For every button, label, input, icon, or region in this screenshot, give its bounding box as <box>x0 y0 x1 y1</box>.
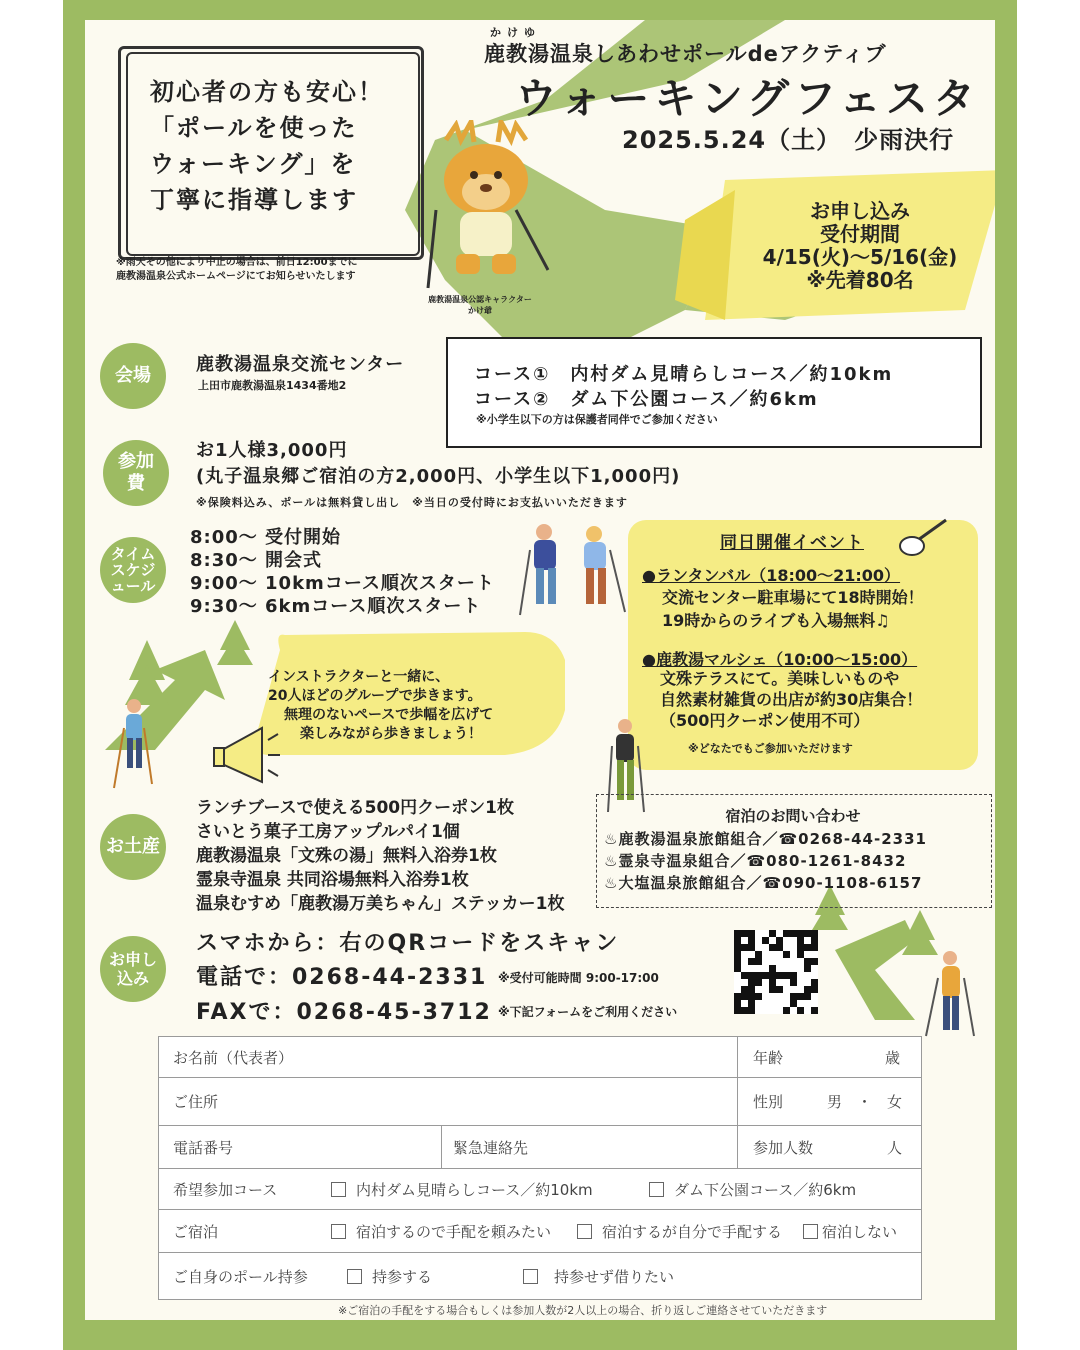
form-pole-option-1-label: 持参する <box>372 1267 433 1286</box>
events-note: ※どなたでもご参加いただけます <box>688 742 853 755</box>
event1-details <box>662 586 924 632</box>
event1-title: ●ランタンバル（18:00～21:00） <box>642 566 901 585</box>
course-1: コース① 内村ダム見晴らしコース／約10km <box>474 364 894 385</box>
application-period-dates: 4/15(火)～5/16(金) <box>762 245 958 269</box>
form-stay-option-1-label: 宿泊するので手配を頼みたい <box>356 1222 552 1241</box>
schedule-item: 9:00～ 10kmコース順次スタート <box>190 573 495 594</box>
venue-label: 会場 <box>115 365 151 387</box>
form-stay-option-2-label: 宿泊するが自分で手配する <box>602 1222 783 1241</box>
instructor-line: 20人ほどのグループで歩きます。 <box>268 688 482 704</box>
checkbox-icon[interactable] <box>649 1182 664 1197</box>
fee-label-line: 費 <box>127 473 145 494</box>
apply-label-line: 込み <box>116 969 149 988</box>
walker-right-icon <box>920 950 980 1040</box>
form-course-option-1[interactable] <box>331 1169 593 1209</box>
events-title: 同日開催イベント <box>720 533 864 553</box>
checkbox-icon[interactable] <box>331 1224 346 1239</box>
lodging-list <box>604 828 927 894</box>
apply-phone-note: ※受付可能時間 9:00-17:00 <box>498 971 659 985</box>
form-course-option-1-label: 内村ダム見晴らしコース／約10km <box>356 1180 593 1199</box>
venue-name: 鹿教湯温泉交流センター <box>196 354 405 375</box>
form-row-course <box>159 1169 921 1210</box>
checkbox-icon[interactable] <box>803 1224 818 1239</box>
event2-title: ●鹿教湯マルシェ（10:00～15:00） <box>642 650 918 669</box>
event2-line: 文殊テラスにて。美味しいものや <box>660 669 900 688</box>
application-period-line: 受付期間 <box>820 222 900 246</box>
lodging-item: ♨大塩温泉旅館組合／☎090-1108-6157 <box>604 874 923 892</box>
event1-line: 交流センター駐車場にて18時開始！ <box>662 588 924 607</box>
lodging-item: ♨霊泉寺温泉組合／☎080-1261-8432 <box>604 852 907 870</box>
mascot-caption-name: かけ爺 <box>468 306 492 315</box>
fee-note: ※保険料込み、ポールは無料貸し出し ※当日の受付時にお支払いいただきます <box>196 496 628 509</box>
schedule-label-line: スケジ <box>110 561 156 579</box>
venue-address: 上田市鹿教湯温泉1434番地2 <box>198 379 347 392</box>
walker-left-icon <box>112 698 162 790</box>
rain-note-line: ※雨天その他により中止の場合は、前日12:00までに <box>116 257 358 268</box>
mascot-deer-icon <box>416 120 556 290</box>
application-period-limit: ※先着80名 <box>806 268 914 292</box>
form-stay-label: ご宿泊 <box>173 1222 219 1241</box>
application-period <box>740 200 980 292</box>
fee-label-line: 参加 <box>118 451 154 473</box>
course-2: コース② ダム下公園コース／約6km <box>474 389 819 410</box>
event-date: 2025.5.24（土） 少雨決行 <box>622 126 955 154</box>
form-course-label: 希望参加コース <box>173 1180 278 1199</box>
walkers-illustration-icon <box>510 520 630 620</box>
intro-message <box>150 74 384 218</box>
souvenir-item: 温泉むすめ「鹿教湯万美ちゃん」ステッカー1枚 <box>196 894 565 914</box>
souvenir-item: 霊泉寺温泉 共同浴場無料入浴券1枚 <box>196 870 469 890</box>
apply-phone: 電話で：0268-44-2331 <box>196 965 488 990</box>
apply-label-badge <box>100 936 166 1002</box>
title-ruby: かけゆ <box>490 26 541 39</box>
souvenir-label-badge <box>100 814 166 880</box>
qr-code[interactable] <box>734 930 818 1014</box>
event2-details <box>660 668 922 731</box>
form-stay-option-2[interactable] <box>577 1210 782 1252</box>
schedule-item: 8:30～ 開会式 <box>190 550 323 571</box>
event2-line: 自然素材雑貨の出店が約30店集合！ <box>660 690 923 709</box>
form-pole-label: ご自身のポール持参 <box>173 1267 308 1286</box>
checkbox-icon[interactable] <box>331 1182 346 1197</box>
schedule-item: 8:00～ 受付開始 <box>190 527 342 548</box>
event2-line: （500円クーポン使用不可） <box>660 711 870 730</box>
form-row-phone <box>159 1126 921 1169</box>
fee-label-badge <box>103 440 169 506</box>
apply-fax: FAXで：0268-45-3712 <box>196 1000 492 1025</box>
souvenir-item: 鹿教湯温泉「文殊の湯」無料入浴券1枚 <box>196 846 497 866</box>
form-gender-label: 性別 <box>753 1093 784 1111</box>
mascot-caption-line: 鹿教湯温泉公認キャラクター <box>428 295 532 304</box>
fee-main: お1人様3,000円 <box>196 440 348 461</box>
form-age-unit: 歳 <box>885 1048 901 1067</box>
souvenir-item: ランチブースで使える500円クーポン1枚 <box>196 798 514 818</box>
mascot-caption <box>412 294 548 316</box>
form-pole-option-2-label: 持参せず借りたい <box>554 1267 675 1286</box>
lodging-title: 宿泊のお問い合わせ <box>725 807 861 825</box>
schedule-item: 9:30～ 6kmコース順次スタート <box>190 596 482 617</box>
form-address-label: ご住所 <box>173 1093 219 1111</box>
event1-line: 19時からのライブも入場無料♫ <box>662 611 890 630</box>
form-participants-label: 参加人数 <box>753 1138 814 1157</box>
intro-line: 丁寧に指導します <box>150 186 358 214</box>
form-course-option-2[interactable] <box>649 1169 856 1209</box>
form-stay-option-3-label: 宿泊しない <box>822 1222 898 1241</box>
instructor-line: インストラクターと一緒に、 <box>268 669 450 685</box>
checkbox-icon[interactable] <box>347 1269 362 1284</box>
form-pole-option-1[interactable] <box>347 1253 432 1299</box>
apply-label-line: お申し <box>108 949 157 969</box>
souvenir-list <box>196 796 565 916</box>
form-row-name <box>159 1037 921 1078</box>
guitar-icon <box>896 516 950 560</box>
schedule-label-line: タイム <box>110 545 156 563</box>
instructor-line: 楽しみながら歩きましょう！ <box>300 726 482 742</box>
form-footer-note: ※ご宿泊の手配をする場合もしくは参加人数が2人以上の場合、折り返しご連絡させていただきます <box>338 1304 828 1317</box>
form-pole-option-2[interactable] <box>523 1253 674 1299</box>
intro-line: 「ポールを使った <box>150 114 358 142</box>
apply-smartphone: スマホから：右のQRコードをスキャン <box>196 931 620 956</box>
course-note: ※小学生以下の方は保護者同伴でご参加ください <box>476 413 718 426</box>
form-stay-option-3[interactable] <box>803 1210 897 1252</box>
form-gender-options[interactable]: 男 ・ 女 <box>827 1093 903 1111</box>
form-course-option-2-label: ダム下公園コース／約6km <box>674 1180 857 1199</box>
application-period-line: お申し込み <box>810 199 910 223</box>
megaphone-icon <box>212 720 282 790</box>
form-row-pole <box>159 1253 921 1299</box>
form-participants-unit: 人 <box>887 1138 903 1157</box>
venue-label-badge <box>100 343 166 409</box>
schedule-list <box>190 526 495 618</box>
event-title: ウォーキングフェスタ <box>515 74 980 123</box>
fee-sub: (丸子温泉郷ご宿泊の方2,000円、小学生以下1,000円) <box>196 466 681 487</box>
souvenir-item: さいとう菓子工房アップルパイ1個 <box>196 822 460 842</box>
application-form <box>158 1036 922 1300</box>
instructor-message <box>268 668 493 744</box>
form-name-label: お名前（代表者） <box>173 1048 294 1067</box>
checkbox-icon[interactable] <box>577 1224 592 1239</box>
form-row-stay <box>159 1210 921 1253</box>
apply-fax-note: ※下記フォームをご利用ください <box>498 1005 678 1019</box>
rain-note <box>116 256 358 284</box>
form-phone-label: 電話番号 <box>173 1138 234 1157</box>
event-subtitle: 鹿教湯温泉しあわせポールdeアクティブ <box>484 42 887 66</box>
form-age-label: 年齢 <box>753 1048 784 1067</box>
form-row-address <box>159 1078 921 1126</box>
checkbox-icon[interactable] <box>523 1269 538 1284</box>
form-stay-option-1[interactable] <box>331 1210 551 1252</box>
form-emergency-label: 緊急連絡先 <box>453 1138 529 1157</box>
schedule-label-badge <box>100 537 166 603</box>
lodging-item: ♨鹿教湯温泉旅館組合／☎0268-44-2331 <box>604 830 927 848</box>
instructor-line: 無理のないペースで歩幅を広げて <box>284 707 494 723</box>
intro-line: ウォーキング」を <box>150 150 357 178</box>
souvenir-label: お土産 <box>106 836 160 858</box>
schedule-label-line: ュール <box>110 577 156 595</box>
intro-line: 初心者の方も安心！ <box>150 78 384 106</box>
rain-note-line: 鹿教湯温泉公式ホームページにてお知らせいたします <box>116 271 356 282</box>
